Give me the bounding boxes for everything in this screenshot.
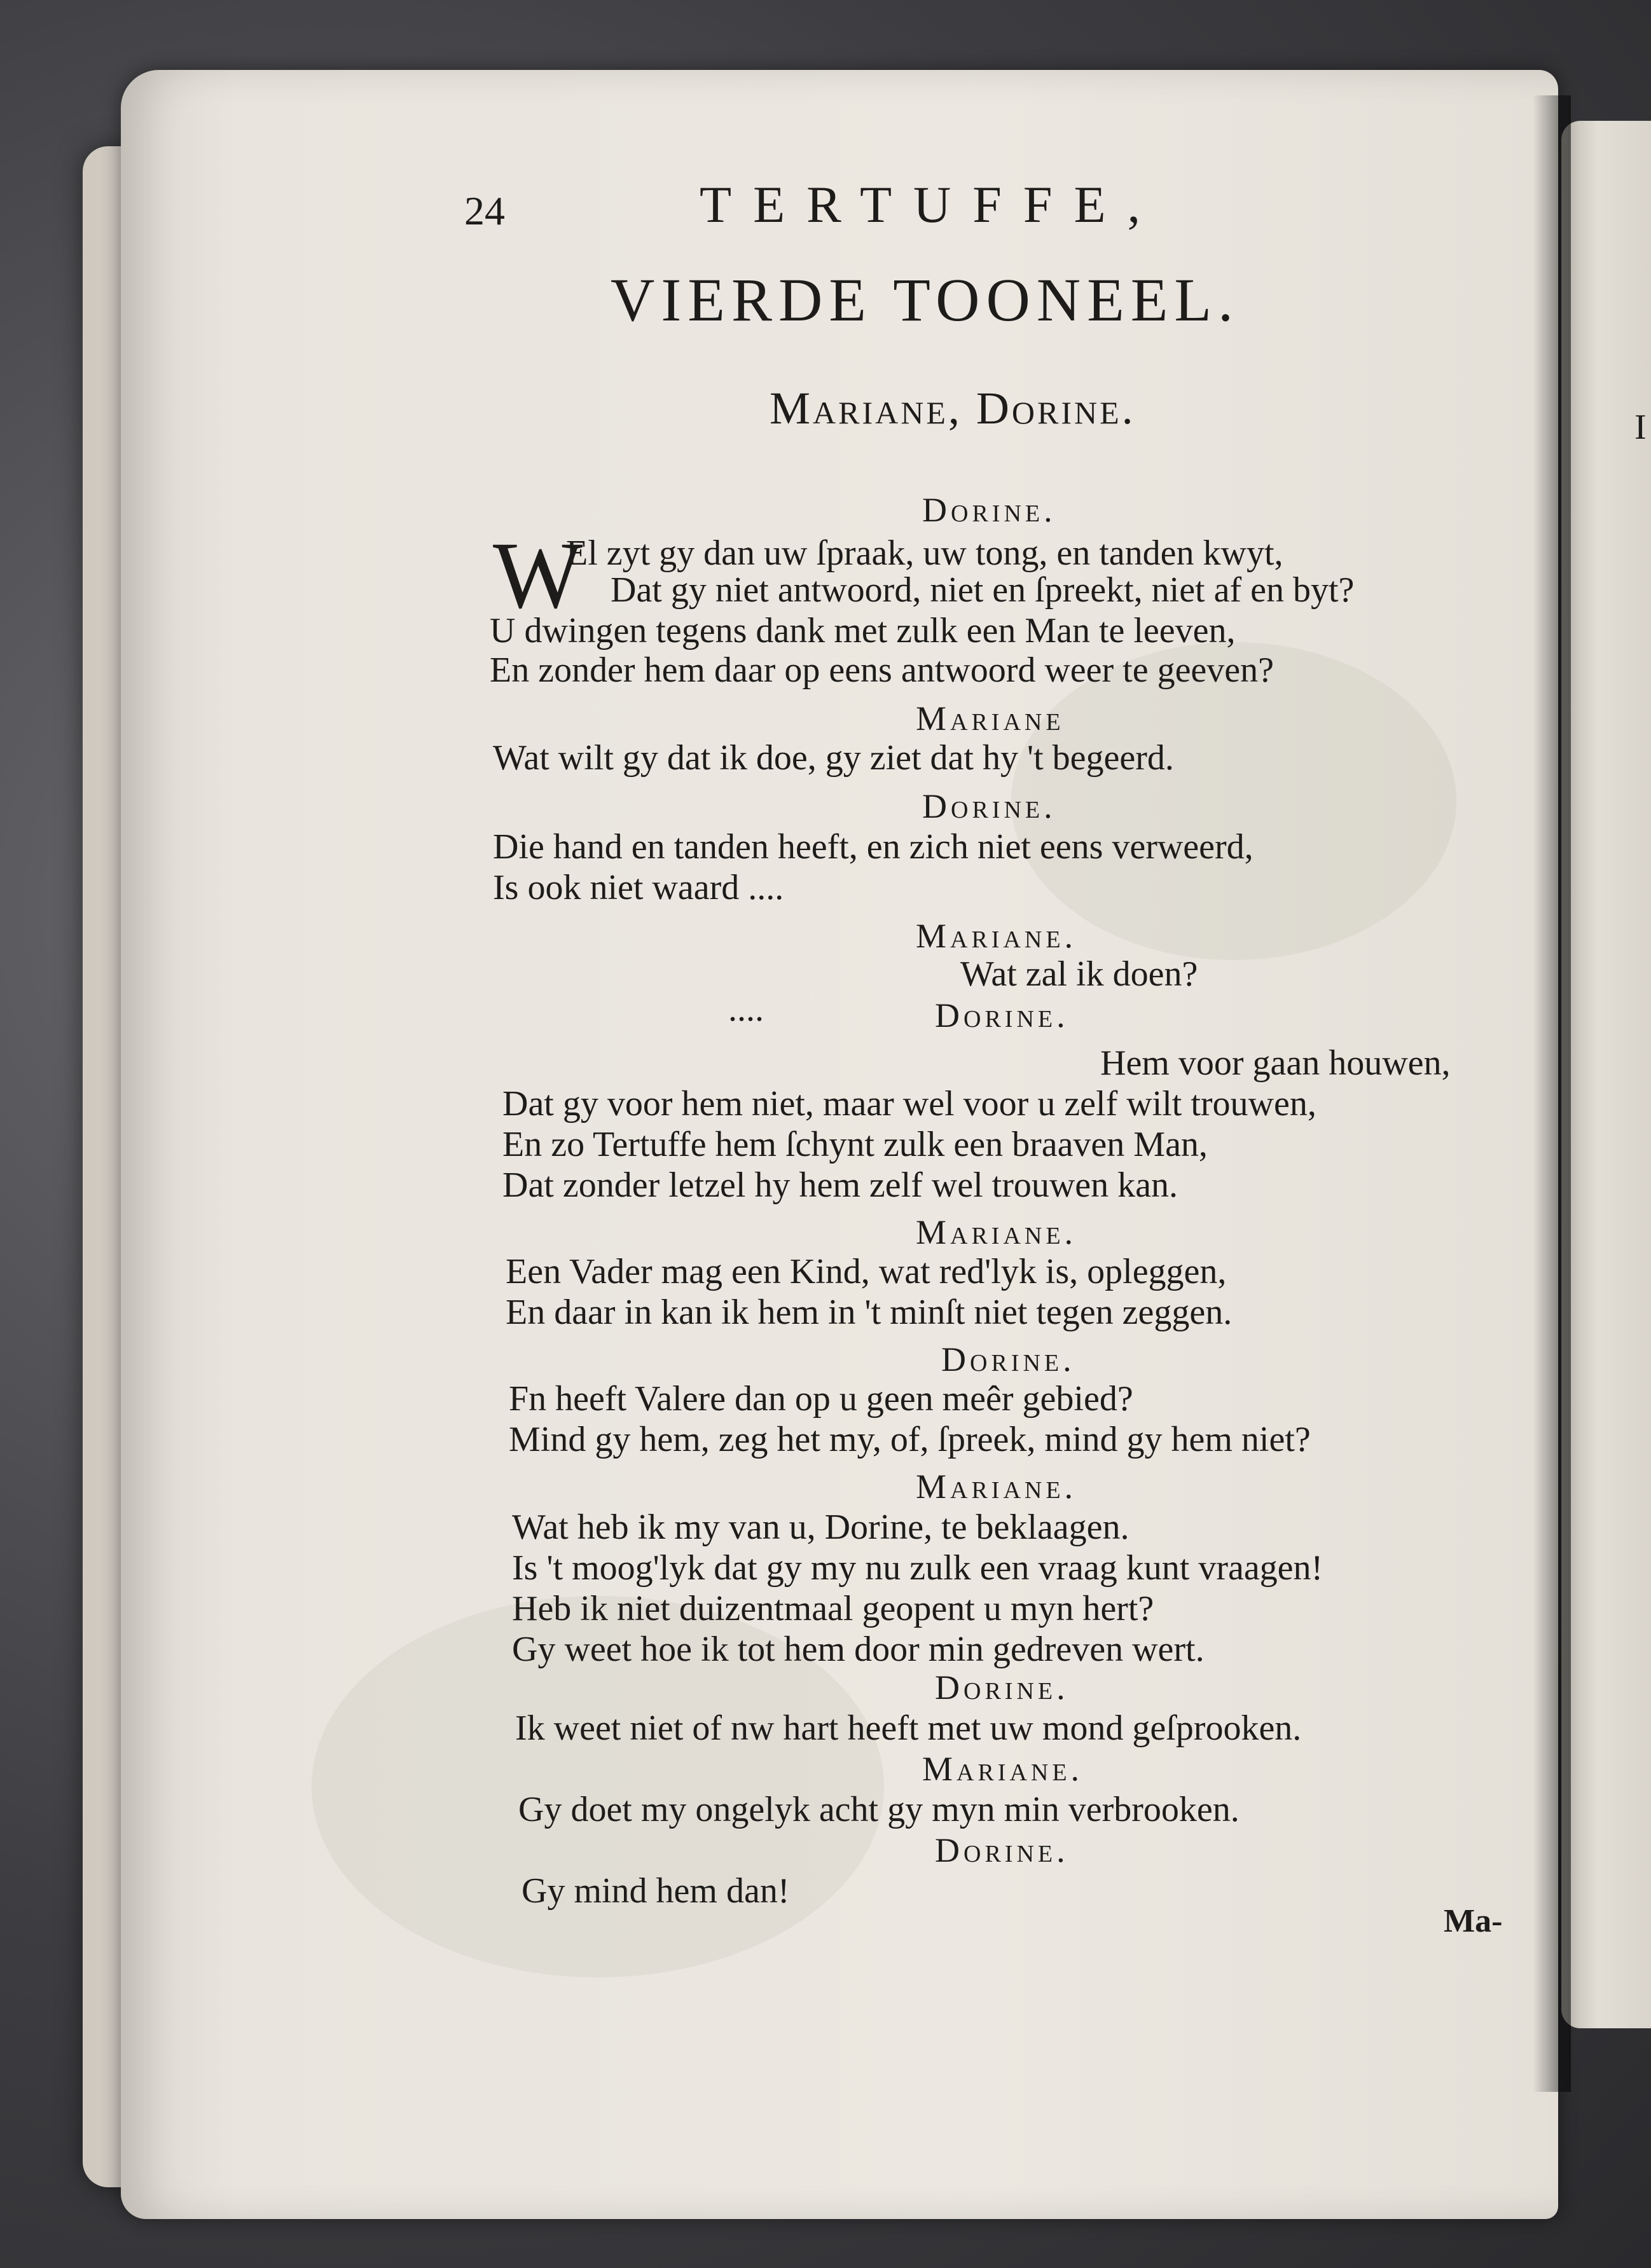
verse-line: Heb ik niet duizentmaal geopent u myn hert?: [512, 1589, 1154, 1628]
verse-line: En zo Tertuffe hem ſchynt zulk een braaven Man,: [502, 1125, 1208, 1164]
speaker-label: Mariane.: [916, 917, 1077, 955]
verse-line: Is ook niet waard ....: [493, 868, 784, 907]
scene-title: VIERDE TOONEEL.: [611, 266, 1240, 334]
speaker-label: Dorine.: [922, 787, 1056, 825]
verse-line: Ik weet niet of nw hart heeft met uw mond geſprooken.: [515, 1708, 1302, 1748]
verse-line: Een Vader mag een Kind, wat red'lyk is, opleggen,: [506, 1252, 1227, 1291]
speaker-label: Mariane.: [916, 1467, 1077, 1506]
verse-line: Dat gy voor hem niet, maar wel voor u zelf wilt trouwen,: [502, 1084, 1316, 1124]
verse-line: Mind gy hem, zeg het my, of, ſpreek, mind gy hem niet?: [509, 1420, 1311, 1459]
verse-line: En daar in kan ik hem in 't minſt niet tegen zeggen.: [506, 1293, 1233, 1332]
verse-line: Wat zal ik doen?: [960, 954, 1198, 994]
verse-line: Die hand en tanden heeft, en zich niet eens verweerd,: [493, 827, 1254, 867]
verse-line: En zonder hem daar op eens antwoord weer te geeven?: [490, 650, 1274, 690]
book-gutter: [1533, 95, 1571, 2092]
character-list: Mariane, Dorine.: [770, 383, 1136, 434]
verse-line: Dat zonder letzel hy hem zelf wel trouwen kan.: [502, 1165, 1178, 1205]
speaker-label: Mariane.: [916, 1213, 1077, 1251]
running-head: TERTUFFE,: [700, 175, 1163, 233]
verse-line: Is 't moog'lyk dat gy my nu zulk een vraag kunt vraagen!: [512, 1548, 1323, 1588]
verse-line: Gy mind hem dan!: [522, 1871, 790, 1911]
verse-line: Dat gy niet antwoord, niet en ſpreekt, niet af en byt?: [611, 570, 1355, 610]
verse-line: El zyt gy dan uw ſpraak, uw tong, en tanden kwyt,: [566, 533, 1283, 573]
verse-line: Gy doet my ongelyk acht gy myn min verbrooken.: [518, 1790, 1240, 1829]
speaker-label: Mariane.: [922, 1750, 1084, 1788]
verse-line: U dwingen tegens dank met zulk een Man te leeven,: [490, 611, 1236, 650]
page-number: 24: [464, 188, 505, 233]
catchword: Ma-: [1444, 1903, 1503, 1939]
speaker-label: Dorine.: [941, 1340, 1075, 1378]
ellipsis: ....: [728, 989, 764, 1029]
speaker-label: Dorine.: [935, 996, 1069, 1034]
facing-page-letter: I: [1634, 408, 1647, 447]
speaker-label: Mariane: [916, 699, 1065, 738]
speaker-label: Dorine.: [922, 491, 1056, 529]
verse-line: Wat heb ik my van u, Dorine, te beklaagen.: [512, 1508, 1129, 1547]
speaker-label: Dorine.: [935, 1831, 1069, 1869]
verse-line: Fn heeft Valere dan op u geen meêr gebied?: [509, 1379, 1133, 1419]
verse-line: Gy weet hoe ik tot hem door min gedreven wert.: [512, 1630, 1205, 1669]
speaker-label: Dorine.: [935, 1668, 1069, 1707]
verse-line: Hem voor gaan houwen,: [1100, 1043, 1451, 1083]
verse-line: Wat wilt gy dat ik doe, gy ziet dat hy 't begeerd.: [493, 738, 1174, 778]
drop-cap: W: [493, 523, 583, 628]
